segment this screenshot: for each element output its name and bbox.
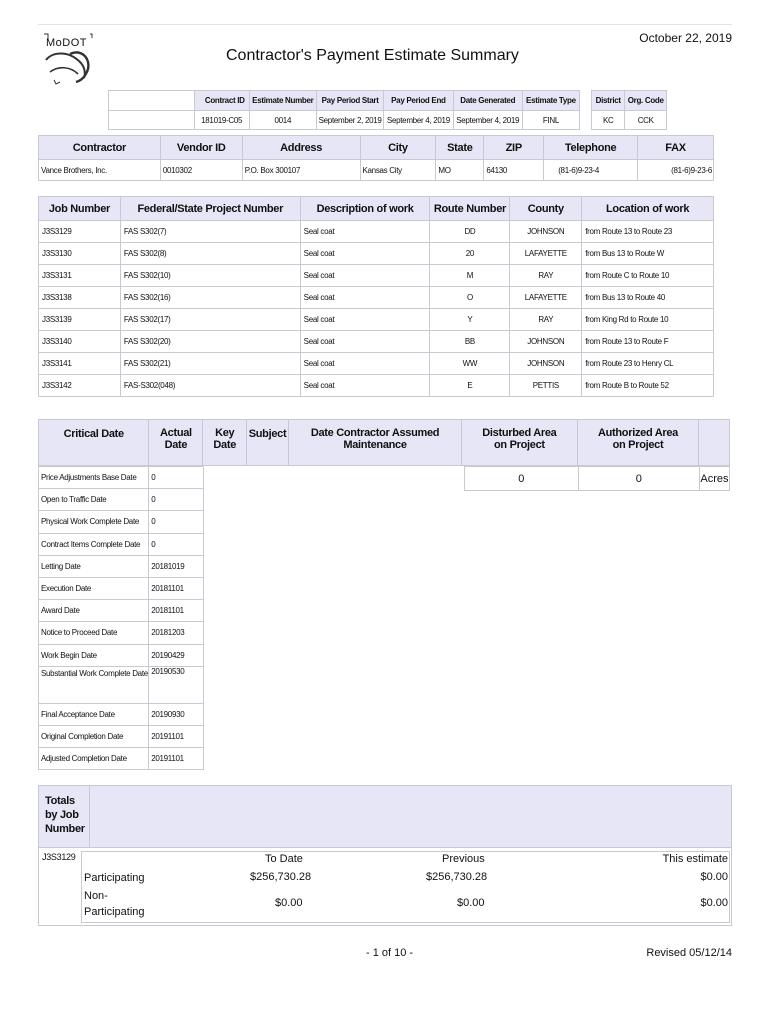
critical-date-label: Substantial Work Complete Date (39, 666, 149, 703)
critical-date-row (39, 622, 204, 644)
critical-date-label: Adjusted Completion Date (39, 748, 149, 770)
project-number-cell: FAS-S302(048) (120, 375, 300, 397)
header-address: Address (242, 136, 360, 160)
critical-date-value: 20190429 (149, 644, 204, 666)
address: P.O. Box 300107 (242, 160, 360, 181)
critical-date-value: 20191101 (149, 748, 204, 770)
estimate-number-value: 0014 (249, 111, 316, 130)
city: Kansas City (360, 160, 436, 181)
header-contract-id: Contract ID (194, 91, 249, 111)
description-cell: Seal coat (300, 243, 430, 265)
participating-previous: $256,730.28 (426, 871, 488, 883)
project-number-cell: FAS S302(10) (120, 265, 300, 287)
col-previous: Previous (442, 853, 485, 865)
job-number-cell: J3S3140 (39, 331, 121, 353)
critical-date-value: 0 (149, 533, 204, 555)
job-row (39, 353, 714, 375)
description-cell: Seal coat (300, 309, 430, 331)
contract-info-blank (109, 91, 195, 111)
critical-date-row (39, 511, 204, 533)
jobs-table (38, 196, 714, 397)
route-number-cell: DD (430, 221, 510, 243)
header-description: Description of work (300, 197, 430, 221)
county-cell: RAY (510, 309, 582, 331)
critical-date-value: 0 (149, 467, 204, 489)
estimate-type-value: FINL (522, 111, 579, 130)
job-row (39, 221, 714, 243)
description-cell: Seal coat (300, 375, 430, 397)
header-fax: FAX (638, 136, 714, 160)
job-row (39, 243, 714, 265)
non-participating-label: Non-Participating (84, 890, 145, 918)
critical-date-row (39, 600, 204, 622)
header-route-number: Route Number (430, 197, 510, 221)
telephone: (81-6)9-23-4 (544, 160, 638, 181)
contractor-value-row (39, 160, 714, 181)
zip: 64130 (484, 160, 544, 181)
critical-date-label: Open to Traffic Date (39, 489, 149, 511)
contract-id-value: 181019-C05 (194, 111, 249, 130)
contract-info-header-row (109, 91, 580, 111)
report-date: October 22, 2019 (639, 31, 732, 45)
org-code-value: CCK (625, 111, 667, 130)
contractor-header-row (39, 136, 714, 160)
district-value: KC (592, 111, 625, 130)
header-disturbed-area: Disturbed Area on Project (462, 420, 578, 466)
critical-date-label: Original Completion Date (39, 725, 149, 747)
county-cell: RAY (510, 265, 582, 287)
col-to-date: To Date (265, 853, 303, 865)
critical-date-value: 0 (149, 489, 204, 511)
header-subject: Subject (247, 420, 289, 466)
county-cell: JOHNSON (510, 331, 582, 353)
critical-date-value: 20181019 (149, 555, 204, 577)
participating-this-estimate: $0.00 (700, 871, 728, 883)
pay-period-end-value: September 4, 2019 (384, 111, 453, 130)
pay-period-start-value: September 2, 2019 (316, 111, 383, 130)
location-cell: from Bus 13 to Route W (582, 243, 714, 265)
participating-label: Participating (84, 872, 145, 884)
page-title: Contractor's Payment Estimate Summary (226, 47, 519, 64)
non-participating-to-date: $0.00 (275, 897, 303, 909)
header-contractor: Contractor (39, 136, 161, 160)
header-key-date: Key Date (203, 420, 247, 466)
description-cell: Seal coat (300, 353, 430, 375)
project-number-cell: FAS S302(16) (120, 287, 300, 309)
critical-date-label: Physical Work Complete Date (39, 511, 149, 533)
header-location: Location of work (582, 197, 714, 221)
route-number-cell: Y (430, 309, 510, 331)
critical-date-label: Letting Date (39, 555, 149, 577)
critical-date-label: Contract Items Complete Date (39, 533, 149, 555)
location-cell: from King Rd to Route 10 (582, 309, 714, 331)
route-number-cell: BB (430, 331, 510, 353)
header-assumed-maintenance: Date Contractor Assumed Maintenance (288, 420, 461, 466)
district-value-row (592, 111, 667, 130)
job-row (39, 309, 714, 331)
job-row (39, 287, 714, 309)
area-values-row (465, 467, 730, 491)
logo-text: MoDOT (46, 37, 87, 49)
state: MO (436, 160, 484, 181)
totals-header-row (39, 786, 732, 848)
county-cell: LAFAYETTE (510, 287, 582, 309)
header-zip: ZIP (484, 136, 544, 160)
critical-date-value: 20181101 (149, 600, 204, 622)
header-date-generated: Date Generated (453, 91, 522, 111)
header-totals: Totals by Job Number (39, 786, 90, 848)
job-number-cell: J3S3142 (39, 375, 121, 397)
critical-date-row (39, 533, 204, 555)
jobs-body (39, 221, 714, 397)
header-unit-blank (699, 420, 730, 466)
totals-header-blank (89, 786, 731, 848)
project-number-cell: FAS S302(21) (120, 353, 300, 375)
route-number-cell: O (430, 287, 510, 309)
district-table (591, 90, 667, 130)
critical-date-value: 20181101 (149, 577, 204, 599)
header-authorized-area: Authorized Area on Project (577, 420, 699, 466)
header-job-number: Job Number (39, 197, 121, 221)
participating-to-date: $256,730.28 (250, 871, 312, 883)
critical-date-label: Award Date (39, 600, 149, 622)
route-number-cell: E (430, 375, 510, 397)
job-row (39, 331, 714, 353)
header-pay-period-start: Pay Period Start (316, 91, 383, 111)
route-number-cell: 20 (430, 243, 510, 265)
critical-date-row (39, 577, 204, 599)
location-cell: from Route B to Route 52 (582, 375, 714, 397)
vendor-id: 0010302 (160, 160, 242, 181)
header-telephone: Telephone (544, 136, 638, 160)
critical-date-label: Notice to Proceed Date (39, 622, 149, 644)
county-cell: LAFAYETTE (510, 243, 582, 265)
contractor-table (38, 135, 714, 181)
job-row (39, 265, 714, 287)
header-project-number: Federal/State Project Number (120, 197, 300, 221)
header-estimate-number: Estimate Number (249, 91, 316, 111)
contractor-name: Vance Brothers, Inc. (39, 160, 161, 181)
critical-date-row (39, 748, 204, 770)
critical-date-row (39, 703, 204, 725)
critical-date-value: 0 (149, 511, 204, 533)
modot-logo (40, 32, 96, 88)
non-participating-this-estimate: $0.00 (700, 897, 728, 909)
header-state: State (436, 136, 484, 160)
header-critical-date: Critical Date (39, 420, 149, 466)
header-actual-date: Actual Date (149, 420, 203, 466)
job-row (39, 375, 714, 397)
critical-date-label: Execution Date (39, 577, 149, 599)
critical-date-label: Final Acceptance Date (39, 703, 149, 725)
top-divider (38, 24, 732, 25)
job-number-cell: J3S3141 (39, 353, 121, 375)
route-number-cell: M (430, 265, 510, 287)
header-vendor-id: Vendor ID (160, 136, 242, 160)
county-cell: JOHNSON (510, 221, 582, 243)
location-cell: from Bus 13 to Route 40 (582, 287, 714, 309)
description-cell: Seal coat (300, 331, 430, 353)
job-number-cell: J3S3129 (39, 221, 121, 243)
critical-date-row (39, 644, 204, 666)
revised-date: Revised 05/12/14 (646, 947, 732, 959)
totals-job-number: J3S3129 (42, 852, 76, 862)
critical-date-value: 20190930 (149, 703, 204, 725)
description-cell: Seal coat (300, 287, 430, 309)
disturbed-area-value: 0 (465, 467, 579, 491)
contract-info-value-row (109, 111, 580, 130)
critical-header-row (39, 420, 730, 466)
location-cell: from Route 23 to Henry CL (582, 353, 714, 375)
project-number-cell: FAS S302(20) (120, 331, 300, 353)
critical-date-label: Price Adjustments Base Date (39, 467, 149, 489)
project-number-cell: FAS S302(8) (120, 243, 300, 265)
contract-info-blank-2 (109, 111, 195, 130)
header-city: City (360, 136, 436, 160)
header-pay-period-end: Pay Period End (384, 91, 453, 111)
project-number-cell: FAS S302(17) (120, 309, 300, 331)
job-number-cell: J3S3139 (39, 309, 121, 331)
header-org-code: Org. Code (625, 91, 667, 111)
header-district: District (592, 91, 625, 111)
fax: (81-6)9-23-6 (638, 160, 714, 181)
contract-info-table (108, 90, 580, 130)
critical-date-row (39, 555, 204, 577)
district-header-row (592, 91, 667, 111)
location-cell: from Route 13 to Route F (582, 331, 714, 353)
job-number-cell: J3S3130 (39, 243, 121, 265)
job-number-cell: J3S3131 (39, 265, 121, 287)
critical-date-value: 20190530 (149, 666, 204, 703)
non-participating-previous: $0.00 (457, 897, 485, 909)
critical-date-label: Work Begin Date (39, 644, 149, 666)
col-this-estimate: This estimate (662, 853, 728, 865)
critical-date-row (39, 725, 204, 747)
description-cell: Seal coat (300, 221, 430, 243)
critical-date-value: 20191101 (149, 725, 204, 747)
critical-header-table (38, 419, 730, 466)
critical-date-row (39, 467, 204, 489)
critical-body (39, 467, 204, 770)
critical-date-row (39, 666, 204, 703)
county-cell: JOHNSON (510, 353, 582, 375)
area-values-table (464, 466, 730, 491)
header-county: County (510, 197, 582, 221)
location-cell: from Route 13 to Route 23 (582, 221, 714, 243)
critical-date-row (39, 489, 204, 511)
page-number: - 1 of 10 - (366, 947, 414, 959)
area-unit: Acres (699, 467, 729, 491)
critical-date-value: 20181203 (149, 622, 204, 644)
header-estimate-type: Estimate Type (522, 91, 579, 111)
description-cell: Seal coat (300, 265, 430, 287)
job-number-cell: J3S3138 (39, 287, 121, 309)
critical-dates-table (38, 466, 204, 770)
county-cell: PETTIS (510, 375, 582, 397)
location-cell: from Route C to Route 10 (582, 265, 714, 287)
jobs-header-row (39, 197, 714, 221)
project-number-cell: FAS S302(7) (120, 221, 300, 243)
route-number-cell: WW (430, 353, 510, 375)
date-generated-value: September 4, 2019 (453, 111, 522, 130)
totals-header-table (38, 785, 732, 848)
authorized-area-value: 0 (578, 467, 699, 491)
